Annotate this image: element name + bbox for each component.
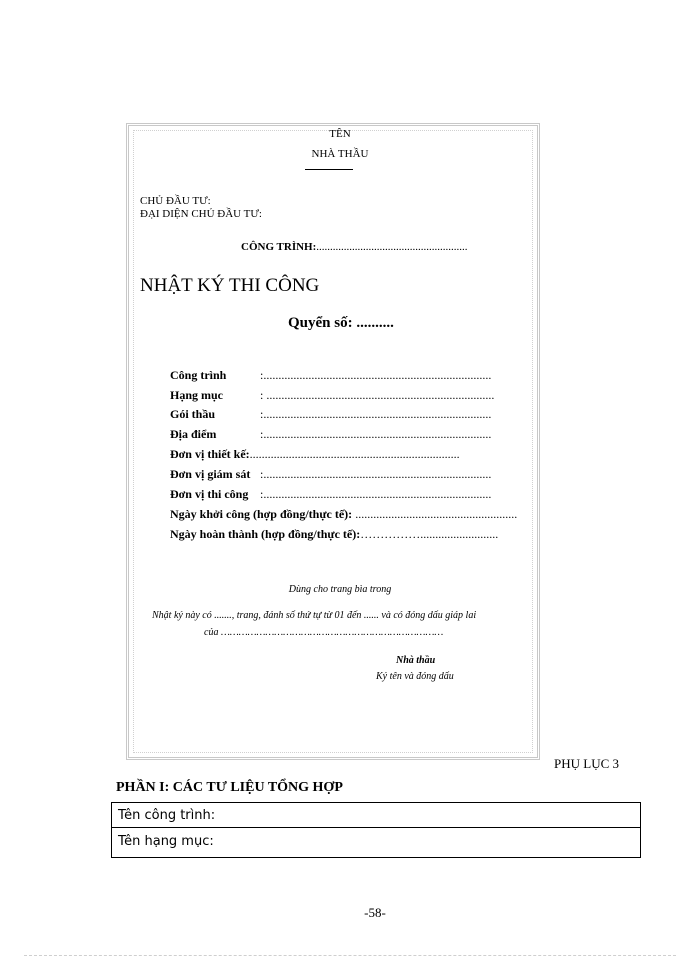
field-dots: :............................................................................: [260, 368, 492, 382]
field-label: Đơn vị thi công: [170, 487, 249, 501]
field-dots: :............................................................................: [260, 427, 492, 441]
main-title: NHẬT KÝ THI CÔNG: [140, 275, 320, 296]
project-name-label: Tên công trình:: [118, 808, 216, 823]
page-number: -58-: [364, 905, 386, 920]
field-row: [170, 427, 491, 442]
contractor-label: Nhà thầu: [396, 655, 436, 666]
field-row: [170, 447, 460, 462]
field-row: [170, 467, 491, 482]
field-row: [170, 407, 491, 422]
field-dots: ......................................................................: [249, 447, 460, 461]
field-dots: ……………..........................: [360, 527, 499, 541]
field-label: Đơn vị thiết kế:: [170, 447, 250, 461]
cover-title-2: NHÀ THẦU: [311, 148, 369, 160]
field-row: [170, 388, 494, 403]
project-dots: .......................................................: [316, 241, 468, 253]
field-dots: :............................................................................: [260, 467, 492, 481]
field-label: Đơn vị giám sát: [170, 467, 251, 481]
field-label: Ngày hoàn thành (hợp đồng/thực tế):: [170, 527, 361, 541]
field-label: Ngày khởi công (hợp đồng/thực tế):: [170, 507, 353, 521]
field-dots: : ............................................................................: [260, 388, 495, 402]
investor-label: CHỦ ĐẦU TƯ:: [140, 195, 211, 207]
field-row: [170, 507, 517, 522]
project-line: [241, 241, 468, 253]
field-row: [170, 527, 498, 542]
certify-line-2: của …………………………………………………………………: [204, 627, 444, 638]
inner-cover-note: Dùng cho trang bìa trong: [288, 584, 392, 595]
sign-note: Ký tên và đóng dấu: [376, 671, 454, 682]
field-label: Hạng mục: [170, 388, 224, 402]
certify-line-1: Nhật ký này có ......., trang, đánh số thứ tự từ 01 đến ...... và có đóng dấu giáp lai: [152, 610, 477, 621]
field-dots: :............................................................................: [260, 407, 492, 421]
field-row: [170, 487, 491, 502]
field-label: Công trình: [170, 368, 227, 382]
investor-rep-label: ĐẠI DIỆN CHỦ ĐẦU TƯ:: [140, 208, 262, 220]
info-box: [111, 802, 641, 858]
info-divider: [112, 827, 640, 828]
field-dots: :............................................................................: [260, 487, 492, 501]
title-underline: [305, 169, 353, 170]
page-divider: [24, 955, 676, 956]
project-label: CÔNG TRÌNH:: [241, 241, 317, 253]
cover-title-1: TÊN: [329, 128, 351, 140]
field-dots: ......................................................: [352, 507, 518, 521]
section-heading: PHẦN I: CÁC TƯ LIỆU TỔNG HỢP: [116, 780, 343, 795]
category-name-label: Tên hạng mục:: [118, 834, 214, 849]
field-row: [170, 368, 491, 383]
appendix-label: PHỤ LỤC 3: [554, 756, 620, 771]
field-label: Gói thầu: [170, 407, 216, 421]
book-number: Quyển số: ..........: [288, 315, 394, 331]
field-label: Địa điểm: [170, 427, 217, 441]
